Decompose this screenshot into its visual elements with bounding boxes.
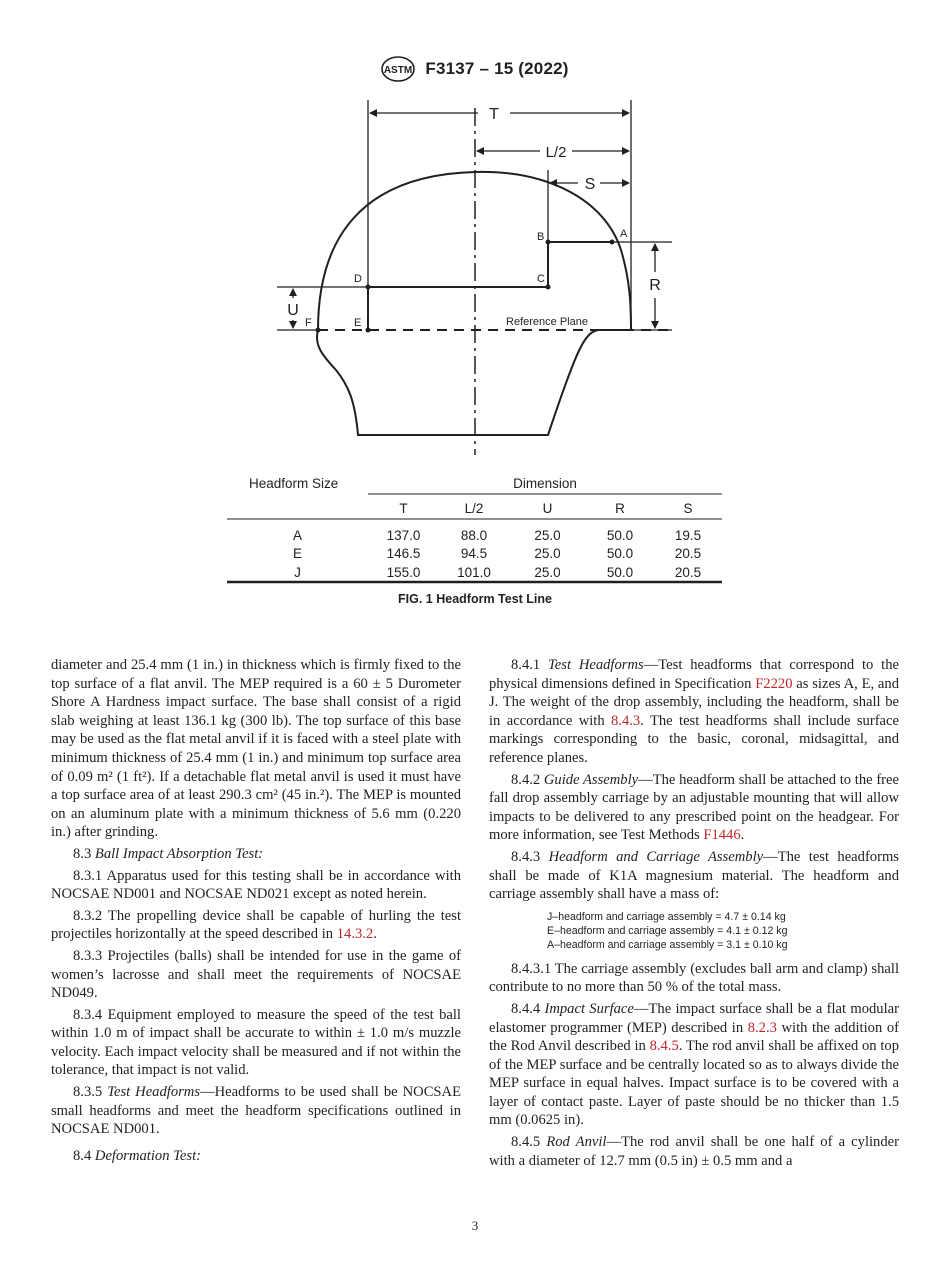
- row-size: J: [294, 564, 301, 580]
- point-d-label: D: [354, 273, 362, 285]
- point-a-dot: [610, 240, 615, 245]
- section-8-3-5: 8.3.5 Test Headforms—Headforms to be used shall be NOCSAE small headforms and meet the headform specifications outlined in NOCSAE ND001.: [51, 1084, 461, 1138]
- header-headform-size: Headform Size: [249, 475, 339, 491]
- cell: 25.0: [534, 527, 561, 543]
- paragraph: diameter and 25.4 mm (1 in.) in thickness which is firmly fixed to the top surface of a flat anvil. The MEP required is a 60 ± 5 Durometer Shore A Hardness impact surface. The base shall consist of a rigid slab weighing at least 136.1 kg (300 lb). The top surface of this base may be used as the flat metal anvil if it is faced with a steel plate with minimum thickness of 25.4 mm (1 in.) and minimum top surface area of 0.09 m² (1 ft²). If a detachable flat metal anvil is used it must have a top surface area of at least 290.3 cm² (45 in.²). The MEP is mounted on an aluminum plate with a minimum thickness of 5.6 mm (0.220 in.) after grinding.: [51, 657, 461, 841]
- point-e-dot: [366, 328, 371, 333]
- point-b-dot: [546, 240, 551, 245]
- col-header: T: [399, 500, 408, 516]
- col-header: R: [615, 500, 625, 516]
- point-d-dot: [366, 285, 371, 290]
- cell: 19.5: [674, 527, 702, 543]
- list-item: A–headform and carriage assembly = 3.1 ± 0.10 kg: [547, 938, 788, 951]
- ref-link[interactable]: 8.4.5: [649, 1038, 679, 1055]
- table-row: [227, 526, 722, 544]
- table-row: [227, 544, 722, 562]
- list-item: E–headform and carriage assembly = 4.1 ± 0.12 kg: [547, 924, 788, 937]
- cell: 88.0: [460, 527, 488, 543]
- dim-l2-label: L/2: [545, 144, 567, 161]
- cell: 25.0: [534, 564, 561, 580]
- dimension-table: [227, 470, 722, 582]
- headform-outline: [317, 172, 631, 435]
- section-8-3-3: 8.3.3 Projectiles (balls) shall be intended for use in the game of women’s lacrosse and shall meet the requirements of NOCSAE ND049.: [51, 947, 461, 1002]
- ref-link[interactable]: F2220: [755, 675, 793, 692]
- headform-figure: [0, 0, 950, 470]
- point-e-label: E: [354, 317, 362, 329]
- section-8-4-2: 8.4.2 Guide Assembly—The headform shall be attached to the free fall drop assembly carriage by an adjustable mounting that will allow impacts to be delivered to any prescribed point on the headgear. For more information, see Test Methods F1446.: [489, 771, 899, 844]
- section-8-4-4: 8.4.4 Impact Surface—The impact surface shall be a flat modular elastomer programmer (MEP) described in 8.2.3 with the addition of the Rod Anvil described in 8.4.5. The rod anvil shall be affixed on top of the MEP surface and be centrally located so as to always divide the MEP surface in equal halves. Impact surface is to be covered with a layer of contact paste. Layer of paste should be no thicker than 1.5 mm (0.0625 in).: [489, 1000, 899, 1129]
- ref-link[interactable]: F1446: [703, 827, 741, 844]
- ref-link[interactable]: 8.4.3: [611, 712, 641, 729]
- right-column: [489, 656, 899, 1173]
- table-row: [227, 562, 722, 582]
- mass-list: [547, 910, 899, 952]
- col-header: S: [683, 500, 693, 516]
- left-column: [51, 656, 461, 1168]
- cell: 20.5: [674, 545, 702, 561]
- point-a-label: A: [620, 228, 628, 240]
- cell: 101.0: [457, 564, 491, 580]
- section-8-3-1: 8.3.1 Apparatus used for this testing shall be in accordance with NOCSAE ND001 and NOCSAE ND021 except as noted herein.: [51, 867, 461, 903]
- point-c-dot: [546, 285, 551, 290]
- ref-link[interactable]: 8.2.3: [747, 1019, 777, 1036]
- point-f-label: F: [305, 317, 312, 329]
- section-8-3: 8.3 Ball Impact Absorption Test:: [73, 845, 264, 862]
- col-header: U: [542, 500, 553, 516]
- ref-link[interactable]: 14.3.2: [336, 926, 374, 943]
- section-8-4: 8.4 Deformation Test:: [73, 1147, 201, 1164]
- dim-s-label: S: [584, 176, 596, 193]
- cell: 155.0: [386, 564, 421, 580]
- figure-caption: FIG. 1 Headform Test Line: [398, 592, 552, 606]
- standard-designation: F3137 – 15 (2022): [425, 59, 569, 78]
- list-item: J–headform and carriage assembly = 4.7 ± 0.14 kg: [547, 910, 786, 923]
- point-f-dot: [316, 328, 321, 333]
- cell: 50.0: [606, 527, 634, 543]
- section-8-3-2: 8.3.2 The propelling device shall be capable of hurling the test projectiles horizontally at the speed described in 14.3.2.: [51, 907, 461, 943]
- cell: 94.5: [460, 545, 488, 561]
- logo-text: ASTM: [384, 65, 413, 76]
- col-header: L/2: [464, 500, 484, 516]
- section-8-3-4: 8.3.4 Equipment employed to measure the speed of the test ball within 1.0 m of impact shall be accurate to within ± 1.0 m/s muzzle velocity. Each impact velocity shall be measured and if not within the tolerance, that impact is not valid.: [51, 1006, 461, 1079]
- dim-u-label: U: [287, 302, 299, 319]
- row-size: A: [292, 527, 302, 543]
- cell: 137.0: [386, 527, 421, 543]
- cell: 25.0: [534, 545, 561, 561]
- point-b-label: B: [537, 231, 545, 243]
- dim-t-label: T: [489, 106, 499, 123]
- row-size: E: [292, 545, 302, 561]
- cell: 50.0: [606, 564, 634, 580]
- page-number: 3: [471, 1218, 479, 1233]
- section-8-4-3: 8.4.3 Headform and Carriage Assembly—The test headforms shall be made of K1A magnesium material. The headform and carriage assembly shall have a mass of:: [489, 848, 899, 903]
- cell: 50.0: [606, 545, 634, 561]
- header-dimension: Dimension: [513, 475, 577, 491]
- cell: 146.5: [386, 545, 421, 561]
- dim-r-label: R: [649, 277, 661, 294]
- section-8-4-1: 8.4.1 Test Headforms—Test headforms that correspond to the physical dimensions defined in Specification F2220 as sizes A, E, and J. The weight of the drop assembly, including the headform, shall be in accordance with 8.4.3. The test headforms shall include surface markings corresponding to the basic, coronal, midsagittal, and reference planes.: [489, 657, 899, 766]
- reference-plane-label: Reference Plane: [506, 316, 588, 328]
- cell: 20.5: [674, 564, 702, 580]
- section-8-4-3-1: 8.4.3.1 The carriage assembly (excludes ball arm and clamp) shall contribute to no more than 50 % of the total mass.: [489, 960, 899, 996]
- point-c-label: C: [537, 273, 545, 285]
- section-8-4-5: 8.4.5 Rod Anvil—The rod anvil shall be one half of a cylinder with a diameter of 12.7 mm (0.5 in) ± 0.5 mm and a: [489, 1134, 899, 1169]
